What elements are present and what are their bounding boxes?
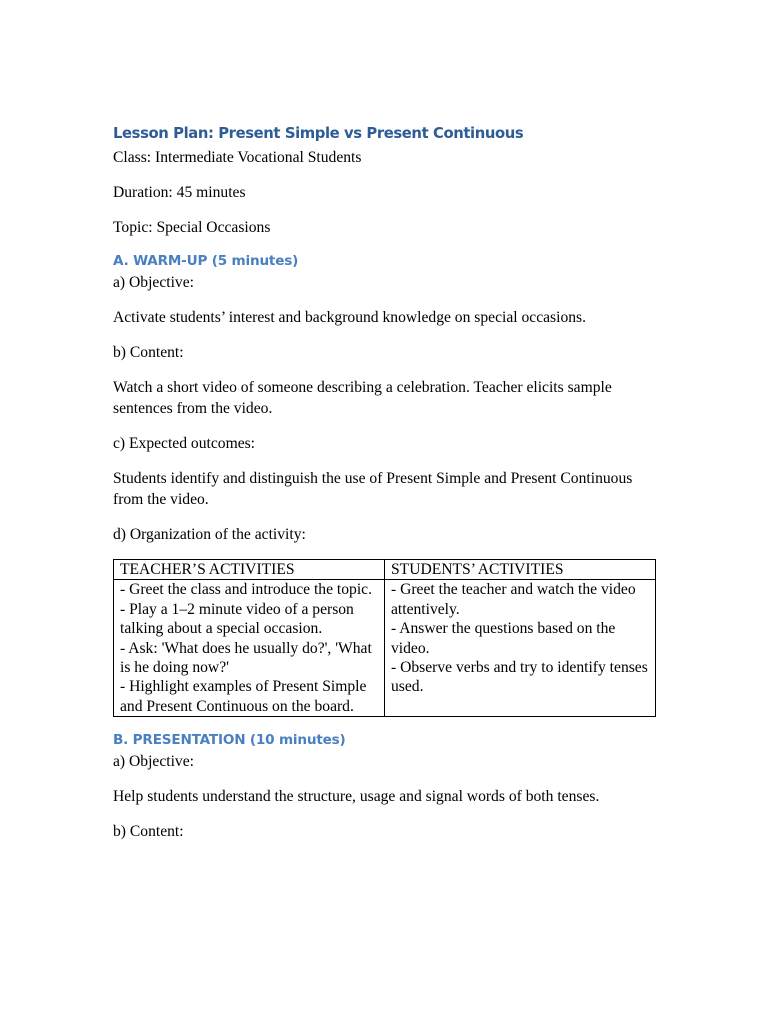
teacher-activity-item: - Ask: 'What does he usually do?', 'What is he doing now?': [120, 639, 372, 677]
topic-line: Topic: Special Occasions: [113, 219, 271, 236]
section-a-organization-label: d) Organization of the activity:: [113, 526, 306, 543]
student-activity-item: - Greet the teacher and watch the video attentively.: [391, 581, 636, 618]
teacher-activity-item: - Play a 1–2 minute video of a person talking about a special occasion.: [120, 600, 354, 638]
section-a-content-label: b) Content:: [113, 344, 184, 361]
section-a-heading: A. WARM-UP (5 minutes): [113, 253, 299, 269]
section-b-heading: B. PRESENTATION (10 minutes): [113, 732, 346, 749]
section-b-content-label: b) Content:: [113, 823, 184, 841]
students-activities-cell: [385, 580, 656, 717]
students-activities-header: STUDENTS’ ACTIVITIES: [385, 560, 656, 580]
section-b-objective-label: a) Objective:: [113, 753, 194, 771]
activities-table: [113, 559, 656, 717]
table-header-row: [114, 560, 656, 580]
teacher-activity-item: - Highlight examples of Present Simple and Present Continuous on the board.: [120, 678, 367, 715]
student-activity-item: - Answer the questions based on the video.: [391, 620, 616, 657]
duration-line: Duration: 45 minutes: [113, 184, 246, 201]
section-a-outcomes-label: c) Expected outcomes:: [113, 435, 256, 452]
table-row: [114, 580, 656, 717]
student-activity-item: - Observe verbs and try to identify tenses used.: [391, 659, 648, 696]
section-a-content-text: Watch a short video of someone describing a celebration. Teacher elicits sample sentences from the video.: [113, 379, 612, 417]
teacher-activity-item: - Greet the class and introduce the topic.: [120, 581, 373, 599]
section-a-objective-text: Activate students’ interest and background knowledge on special occasions.: [113, 309, 587, 326]
document-page: [113, 122, 656, 842]
document-title: Lesson Plan: Present Simple vs Present Continuous: [113, 125, 524, 142]
teacher-activities-cell: [114, 580, 385, 717]
class-line: Class: Intermediate Vocational Students: [113, 149, 362, 166]
section-a-objective-label: a) Objective:: [113, 274, 194, 291]
teacher-activities-header: TEACHER’S ACTIVITIES: [114, 560, 385, 580]
section-b-objective-text: Help students understand the structure, usage and signal words of both tenses.: [113, 788, 600, 806]
section-a-outcomes-text: Students identify and distinguish the use of Present Simple and Present Continuous from the video.: [113, 470, 633, 508]
